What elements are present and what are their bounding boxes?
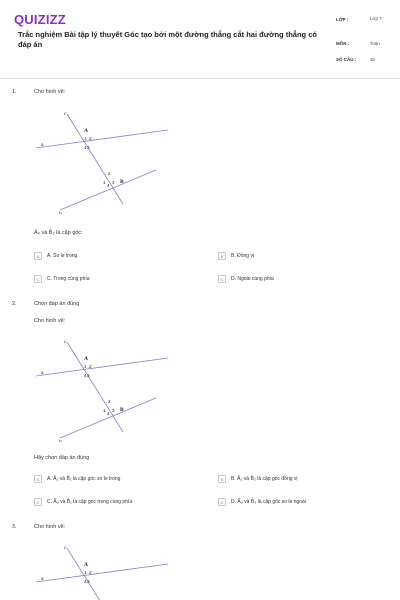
angle-number: 1 <box>84 364 87 369</box>
angle-number: 2 <box>89 364 92 369</box>
angle-number: 4 <box>107 183 110 188</box>
geometry-figure <box>30 334 170 442</box>
option-letter-box: C <box>34 498 42 506</box>
line-label: b <box>59 211 62 214</box>
point-label: B <box>120 407 124 413</box>
line-label: a <box>41 370 44 376</box>
angle-number: 3 <box>87 579 90 584</box>
line-c <box>67 114 123 204</box>
question-intro: Cho hình vẽ: <box>34 89 66 95</box>
question-intro-2: Cho hình vẽ: <box>34 318 66 324</box>
line-c <box>67 342 123 432</box>
header-divider <box>0 78 400 79</box>
line-label: b <box>59 439 62 442</box>
line-a <box>36 564 168 582</box>
angle-number: 2 <box>89 570 92 575</box>
point-label: A <box>84 356 88 362</box>
subject-label: MÔN : <box>336 41 350 46</box>
answer-option[interactable] <box>34 497 132 507</box>
question-intro: Cho hình vẽ: <box>34 524 66 530</box>
angle-number: 1 <box>84 136 87 141</box>
option-letter-box: B <box>218 252 226 260</box>
count-value: 10 <box>370 57 376 62</box>
answer-option[interactable] <box>218 251 254 261</box>
option-text: C. Â₄ và B̂₁ là cặp góc trong cùng phía <box>47 499 133 505</box>
angle-number: 1 <box>84 570 87 575</box>
angle-number: 1 <box>103 408 106 413</box>
angle-number: 4 <box>84 373 87 378</box>
angle-number: 4 <box>84 145 87 150</box>
line-b <box>60 170 156 210</box>
question-number: 3. <box>12 524 17 530</box>
option-text: B. Â₂ và B̂₃ là cặp góc đồng vị <box>231 476 298 482</box>
angle-number: 1 <box>103 180 106 185</box>
grade-label: LỚP : <box>336 17 349 22</box>
line-label: c <box>64 545 67 551</box>
option-letter-box: C <box>34 275 42 283</box>
option-text: D. Ngoài cùng phía <box>231 276 274 282</box>
worksheet-title: Trắc nghiệm Bài tập lý thuyết Góc tạo bởi một đường thẳng cắt hai đường thẳng có đáp án <box>18 30 317 49</box>
angle-number: 3 <box>112 408 115 413</box>
subject-value: Toán <box>370 41 380 46</box>
answer-option[interactable] <box>218 274 274 284</box>
answer-option[interactable] <box>34 251 77 261</box>
line-label: c <box>64 111 67 117</box>
option-text: A. Â₂ và B̂₁ là cặp góc so le trong <box>47 476 121 482</box>
geometry-figure <box>30 106 170 214</box>
grade-value: Lớp 7 <box>370 16 382 21</box>
line-label: a <box>41 576 44 582</box>
angle-number: 3 <box>112 180 115 185</box>
line-b <box>60 398 156 438</box>
answer-option[interactable] <box>218 497 306 507</box>
angle-number: 2 <box>108 171 111 176</box>
angle-number: 2 <box>89 136 92 141</box>
count-label: SỐ CÂU : <box>336 57 357 62</box>
angle-number: 3 <box>87 145 90 150</box>
option-text: D. Â₄ và B̂₃ là cặp góc so le ngoài <box>231 499 306 505</box>
option-letter-box: D <box>218 275 226 283</box>
line-a <box>36 358 168 376</box>
question-number: 2. <box>12 301 17 307</box>
angle-number: 3 <box>87 373 90 378</box>
angle-number: 4 <box>84 579 87 584</box>
option-letter-box: A <box>34 252 42 260</box>
geometry-figure <box>30 540 170 600</box>
option-text: C. Trong cùng phía <box>47 276 90 282</box>
line-a <box>36 130 168 148</box>
quizizz-logo: QUIZIZZ <box>14 12 66 27</box>
question-prompt: Â₄ và B̂₂ là cặp góc: <box>34 230 83 236</box>
option-text: A. So le trong <box>47 253 78 259</box>
option-text: B. Đồng vị <box>231 253 255 259</box>
question-prompt: Hãy chọn đáp án đúng <box>34 455 90 461</box>
point-label: A <box>84 128 88 134</box>
line-label: a <box>41 142 44 148</box>
point-label: B <box>120 179 124 185</box>
question-number: 1. <box>12 89 17 95</box>
answer-option[interactable] <box>34 274 90 284</box>
option-letter-box: A <box>34 475 42 483</box>
option-letter-box: B <box>218 475 226 483</box>
answer-option[interactable] <box>218 474 298 484</box>
angle-number: 4 <box>107 411 110 416</box>
point-label: A <box>84 562 88 568</box>
line-label: c <box>64 339 67 345</box>
question-intro: Chọn đáp án đúng <box>34 301 80 307</box>
answer-option[interactable] <box>34 474 120 484</box>
angle-number: 2 <box>108 399 111 404</box>
option-letter-box: D <box>218 498 226 506</box>
